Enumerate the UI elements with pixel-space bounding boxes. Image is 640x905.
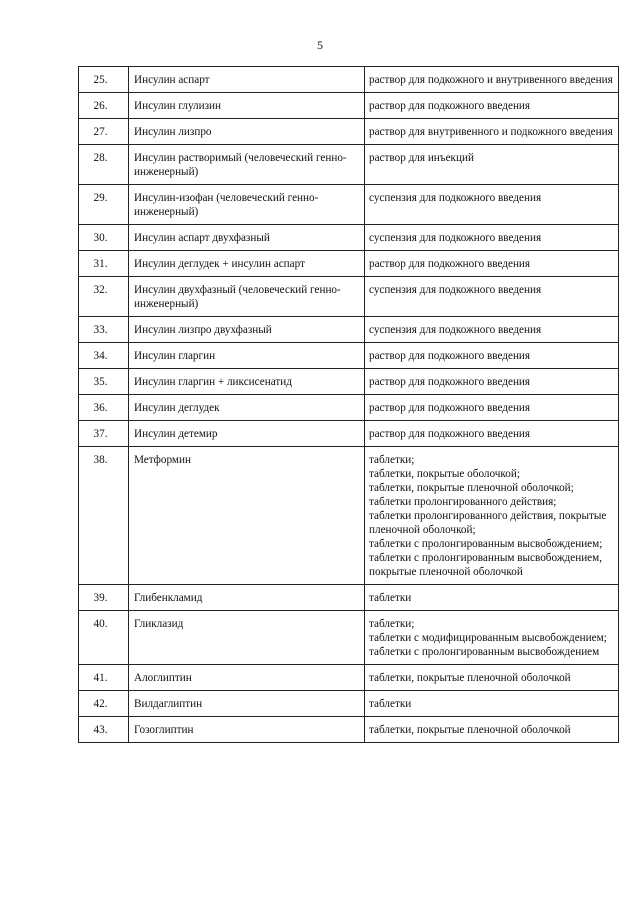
dosage-form-cell	[365, 277, 619, 317]
table-row	[79, 317, 619, 343]
dosage-form: раствор для внутривенного и подкожного введения	[369, 126, 613, 138]
row-number: 29.	[79, 185, 129, 225]
drug-name: Инсулин деглудек	[129, 395, 365, 421]
drug-name: Глибенкламид	[129, 585, 365, 611]
drug-name: Инсулин гларгин + ликсисенатид	[129, 369, 365, 395]
row-number: 43.	[79, 717, 129, 743]
dosage-form: раствор для подкожного введения	[369, 100, 531, 112]
row-number: 31.	[79, 251, 129, 277]
dosage-form-cell	[365, 67, 619, 93]
dosage-form: таблетки, покрытые пленочной оболочкой	[369, 724, 571, 736]
drug-table	[78, 66, 619, 743]
dosage-form: суспензия для подкожного введения	[369, 324, 542, 336]
dosage-form-cell	[365, 317, 619, 343]
row-number: 40.	[79, 611, 129, 665]
table-row	[79, 611, 619, 665]
row-number: 41.	[79, 665, 129, 691]
row-number: 28.	[79, 145, 129, 185]
row-number: 32.	[79, 277, 129, 317]
table-row	[79, 145, 619, 185]
dosage-form: раствор для подкожного введения	[369, 428, 531, 440]
dosage-form-cell	[365, 421, 619, 447]
dosage-form-cell	[365, 145, 619, 185]
dosage-form-cell	[365, 225, 619, 251]
drug-name: Вилдаглиптин	[129, 691, 365, 717]
drug-name: Инсулин деглудек + инсулин аспарт	[129, 251, 365, 277]
drug-name: Инсулин аспарт двухфазный	[129, 225, 365, 251]
dosage-form-cell	[365, 691, 619, 717]
row-number: 26.	[79, 93, 129, 119]
dosage-form: таблетки, покрытые пленочной оболочкой;	[369, 482, 574, 494]
page-number: 5	[317, 38, 323, 52]
table-row	[79, 421, 619, 447]
table-row	[79, 395, 619, 421]
dosage-form: раствор для подкожного и внутривенного введения	[369, 74, 613, 86]
table-row	[79, 93, 619, 119]
dosage-form: суспензия для подкожного введения	[369, 232, 542, 244]
table-row	[79, 67, 619, 93]
row-number: 25.	[79, 67, 129, 93]
dosage-form: таблетки пролонгированного действия;	[369, 496, 557, 508]
table-row	[79, 251, 619, 277]
dosage-form: таблетки, покрытые оболочкой;	[369, 468, 520, 480]
dosage-form: суспензия для подкожного введения	[369, 192, 542, 204]
drug-table-body	[79, 67, 619, 743]
drug-name: Метформин	[129, 447, 365, 585]
drug-name: Инсулин-изофан (человеческий генно-инженерный)	[129, 185, 365, 225]
row-number: 35.	[79, 369, 129, 395]
dosage-form: таблетки пролонгированного действия, покрытые пленочной оболочкой;	[369, 510, 607, 536]
dosage-form-cell	[365, 611, 619, 665]
row-number: 34.	[79, 343, 129, 369]
drug-name: Инсулин гларгин	[129, 343, 365, 369]
dosage-form: таблетки;	[369, 618, 415, 630]
dosage-form: таблетки, покрытые пленочной оболочкой	[369, 672, 571, 684]
dosage-form: раствор для подкожного введения	[369, 258, 531, 270]
dosage-form: таблетки с пролонгированным высвобождением	[369, 646, 600, 658]
dosage-form-cell	[365, 665, 619, 691]
dosage-form: таблетки с модифицированным высвобождением;	[369, 632, 607, 644]
row-number: 36.	[79, 395, 129, 421]
dosage-form: таблетки с пролонгированным высвобождением, покрытые пленочной оболочкой	[369, 552, 603, 578]
table-row	[79, 447, 619, 585]
table-row	[79, 225, 619, 251]
drug-name: Гликлазид	[129, 611, 365, 665]
row-number: 33.	[79, 317, 129, 343]
drug-name: Гозоглиптин	[129, 717, 365, 743]
table-row	[79, 717, 619, 743]
dosage-form-cell	[365, 251, 619, 277]
row-number: 39.	[79, 585, 129, 611]
table-row	[79, 369, 619, 395]
row-number: 42.	[79, 691, 129, 717]
table-row	[79, 343, 619, 369]
table-row	[79, 665, 619, 691]
drug-name: Алоглиптин	[129, 665, 365, 691]
dosage-form-cell	[365, 447, 619, 585]
row-number: 38.	[79, 447, 129, 585]
row-number: 30.	[79, 225, 129, 251]
table-row	[79, 119, 619, 145]
drug-name: Инсулин двухфазный (человеческий генно-инженерный)	[129, 277, 365, 317]
dosage-form-cell	[365, 369, 619, 395]
dosage-form-cell	[365, 395, 619, 421]
dosage-form: таблетки	[369, 592, 412, 604]
table-row	[79, 185, 619, 225]
dosage-form: раствор для подкожного введения	[369, 376, 531, 388]
drug-name: Инсулин растворимый (человеческий генно-инженерный)	[129, 145, 365, 185]
dosage-form: таблетки	[369, 698, 412, 710]
dosage-form-cell	[365, 343, 619, 369]
table-row	[79, 585, 619, 611]
drug-name: Инсулин детемир	[129, 421, 365, 447]
dosage-form-cell	[365, 717, 619, 743]
drug-name: Инсулин аспарт	[129, 67, 365, 93]
dosage-form-cell	[365, 185, 619, 225]
dosage-form: раствор для подкожного введения	[369, 402, 531, 414]
drug-name: Инсулин лизпро двухфазный	[129, 317, 365, 343]
dosage-form-cell	[365, 585, 619, 611]
dosage-form: таблетки;	[369, 454, 415, 466]
dosage-form: раствор для инъекций	[369, 152, 474, 164]
table-row	[79, 691, 619, 717]
dosage-form: таблетки с пролонгированным высвобождением;	[369, 538, 603, 550]
drug-name: Инсулин глулизин	[129, 93, 365, 119]
dosage-form: суспензия для подкожного введения	[369, 284, 542, 296]
table-row	[79, 277, 619, 317]
dosage-form-cell	[365, 119, 619, 145]
row-number: 27.	[79, 119, 129, 145]
drug-name: Инсулин лизпро	[129, 119, 365, 145]
dosage-form-cell	[365, 93, 619, 119]
row-number: 37.	[79, 421, 129, 447]
dosage-form: раствор для подкожного введения	[369, 350, 531, 362]
